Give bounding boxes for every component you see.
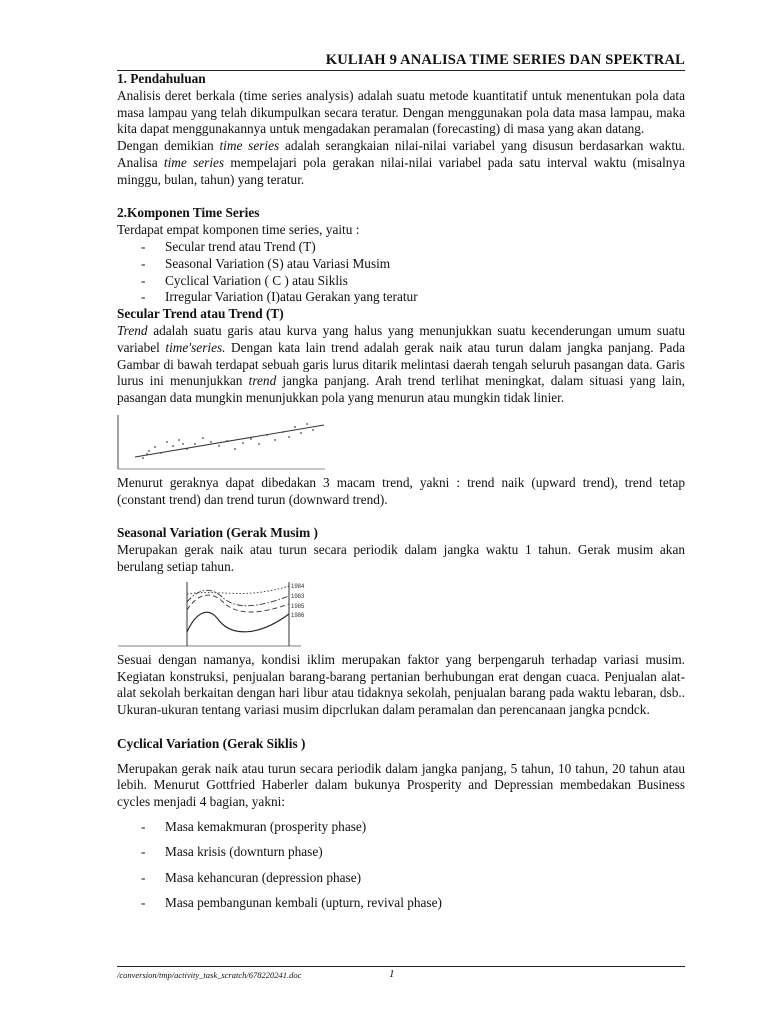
seasonal-title: Seasonal Variation (Gerak Musim ) <box>117 525 318 541</box>
footer-divider <box>117 966 685 967</box>
business-cycle-list <box>117 819 685 912</box>
seasonal-paragraph-2: Sesuai dengan namanya, kondisi iklim merupakan faktor yang berpengaruh terhadap variasi musim. Kegiatan konstruksi, penjualan barang-barang pertanian berhubungan erat dengan cuaca. Penjualan alat-alat sekolah berkaitan dengan hari libur atau tidaknya sekolah, penjualan barang pada waktu lebaran, dsb.. Ukuran-ukuran tentang variasi musim dipcrlukan dalam peramalan dan perencanaan jangka pcndck. <box>117 651 685 718</box>
document-page <box>117 0 685 1024</box>
list-item: - Masa pembangunan kembali (upturn, revival phase) <box>141 895 685 912</box>
cyclical-title: Cyclical Variation (Gerak Siklis ) <box>117 735 306 751</box>
seasonal-curves-figure <box>117 580 303 648</box>
italic-term: Trend <box>117 322 148 338</box>
list-item: - Masa kemakmuran (prosperity phase) <box>141 819 685 836</box>
section-1-paragraph-2 <box>117 138 685 188</box>
text-run: adalah suatu garis atau kurva yang halus yang menunjukkan suatu kecenderungan umum suatu variabel <box>117 322 685 355</box>
section-2-title: 2.Komponen Time Series <box>117 205 260 221</box>
italic-term: time series <box>163 154 225 170</box>
year-label: 1983 <box>291 593 305 600</box>
text-run: Dengan demikian <box>117 138 220 154</box>
year-label: 1986 <box>291 612 305 619</box>
footer-file-path: /conversion/tmp/activity_task_scratch/678220241.doc <box>117 970 302 980</box>
page-number: 1 <box>389 968 395 980</box>
text-run: adalah serangkaian nilai-nilai variabel yang disusun berdasarkan waktu. Analisa <box>117 138 685 170</box>
cyclical-paragraph-1: Merupakan gerak naik atau turun secara periodik dalam jangka panjang, 5 tahun, 10 tahun, 20 tahun atau lebih. Menurut Gottfried Haberler dalam bukunya Prosperity and Depressian membedakan Business cycles menjadi 4 bagian, yakni: <box>117 760 685 810</box>
list-item: - Masa kehancuran (depression phase) <box>141 870 685 887</box>
year-label: 1984 <box>291 583 305 590</box>
page-header: KULIAH 9 ANALISA TIME SERIES DAN SPEKTRAL <box>325 52 685 68</box>
text-run: mempelajari pola gerakan nilai-nilai variabel pada satu interval waktu (misalnya minggu, bulan, tahun) yang teratur. <box>117 154 685 187</box>
list-item: - Seasonal Variation (S) atau Variasi Musim <box>141 256 685 273</box>
section-1-title: 1. Pendahuluan <box>117 71 206 86</box>
trend-scatter-figure <box>117 413 327 471</box>
seasonal-paragraph-1: Merupakan gerak naik atau turun secara periodik dalam jangka waktu 1 tahun. Gerak musim akan berulang setiap tahun. <box>117 542 685 574</box>
italic-term: time'series. <box>165 339 226 355</box>
trend-title: Secular Trend atau Trend (T) <box>117 306 284 322</box>
list-item: - Secular trend atau Trend (T) <box>141 239 685 256</box>
text-run: jangka panjang. Arah trend terlihat meningkat, dalam situasi yang lain, pasangan data mungkin menunjukkan pola yang menurun atau mungkin tidak linier. <box>117 373 686 406</box>
trend-paragraph-2: Menurut geraknya dapat dibedakan 3 macam trend, yakni : trend naik (upward trend), trend tetap (constant trend) dan trend turun (downward trend). <box>117 474 685 507</box>
components-list <box>117 239 685 306</box>
page-content <box>117 71 685 920</box>
section-1-paragraph-1: Analisis deret berkala (time series analysis) adalah suatu metode kuantitatif untuk menentukan pola data masa lampau yang telah dikumpulkan secara teratur. Dengan menggunakan pola data masa lampau, maka kita dapat menggunakannya untuk mengadakan peramalan (forecasting) di masa yang akan datang. <box>117 87 685 137</box>
trend-paragraph-1 <box>117 323 685 407</box>
section-2-intro: Terdapat empat komponen time series, yaitu : <box>117 222 360 238</box>
list-item: - Cyclical Variation ( C ) atau Siklis <box>141 273 685 290</box>
italic-term: time series <box>219 138 280 154</box>
list-item: - Irregular Variation (I)atau Gerakan yang teratur <box>141 289 685 306</box>
list-item: - Masa krisis (downturn phase) <box>141 844 685 861</box>
year-label: 1985 <box>291 603 305 610</box>
text-run: Dengan kata lain trend adalah gerak naik atau turun dalam jangka panjang. Pada Gambar di bawah terdapat sebuah garis lurus ditarik melintasi daerah tengah seluruh pasangan data. Garis lurus ini menunjukkan <box>117 339 686 389</box>
italic-term: trend <box>248 373 277 389</box>
